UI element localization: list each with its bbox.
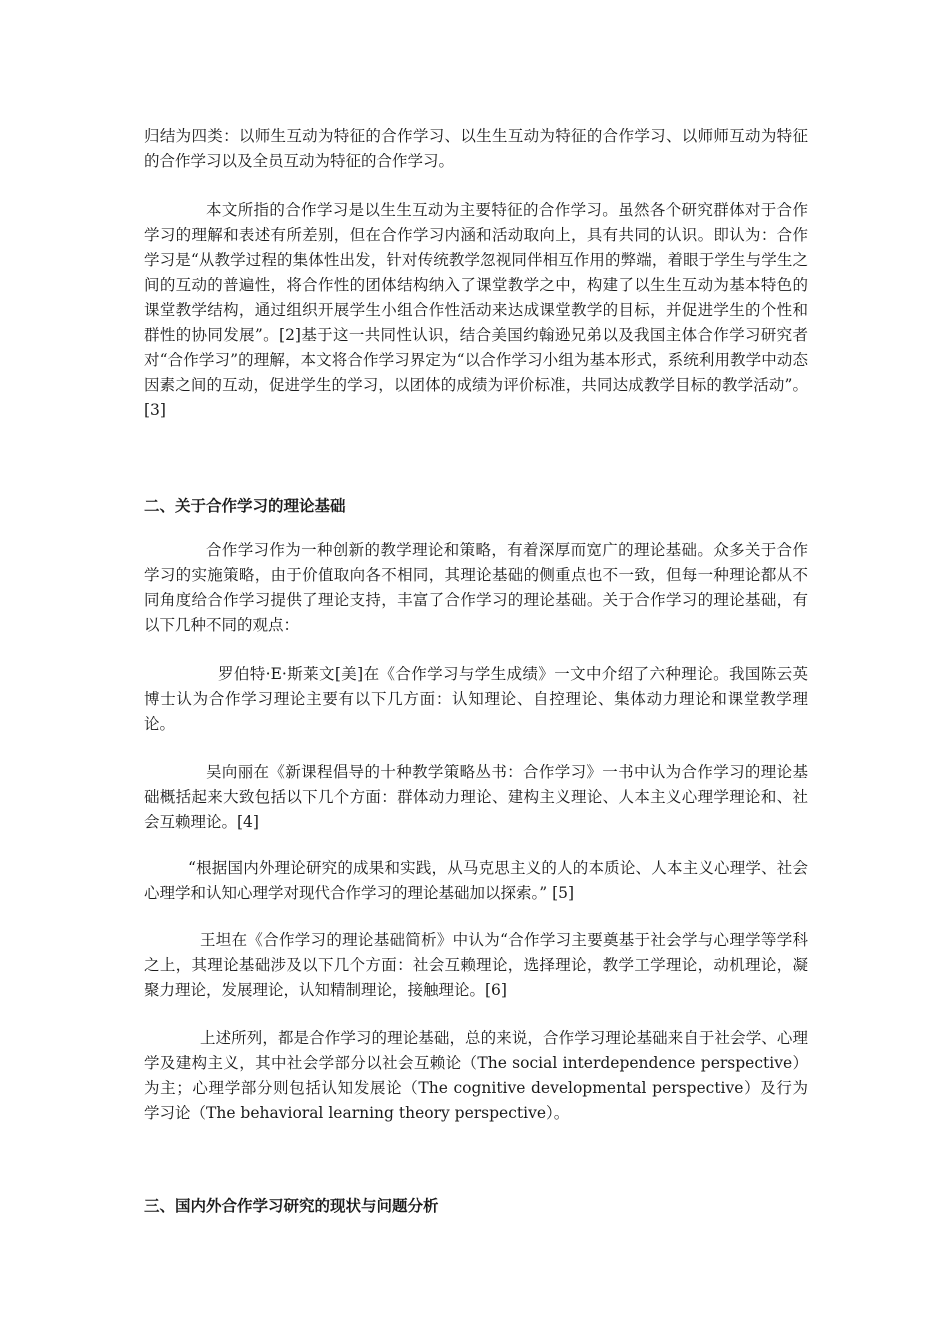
section-heading-research-status: 三、国内外合作学习研究的现状与问题分析 bbox=[144, 1197, 439, 1215]
paragraph-definition: 本文所指的合作学习是以生生互动为主要特征的合作学习。虽然各个研究群体对于合作学习的理解和表述有所差别，但在合作学习内涵和活动取向上，具有共同的认识。即认为：合作学习是“从教学过程的集体性出发，针对传统教学忽视同伴相互作用的弊端，着眼于学生与学生之间的互动的普遍性，将合作性的团体结构纳入了课堂教学之中，构建了以生生互动为基本特色的课堂教学结构，通过组织开展学生小组合作性活动来达成课堂教学的目标，并促进学生的个性和群性的协同发展”。[2]基于这一共同性认识，结合美国约翰逊兄弟以及我国主体合作学习研究者对“合作学习”的理解，本文将合作学习界定为“以合作学习小组为基本形式，系统利用教学中动态因素之间的互动，促进学生的学习，以团体的成绩为评价标准，共同达成教学目标的教学活动”。[3] bbox=[144, 201, 808, 419]
paragraph-wu-xiangli: 吴向丽在《新课程倡导的十种教学策略丛书：合作学习》一书中认为合作学习的理论基础概括起来大致包括以下几个方面：群体动力理论、建构主义理论、人本主义心理学理论和、社会互赖理论。[4] bbox=[144, 763, 808, 831]
paragraph-classification: 归结为四类：以师生互动为特征的合作学习、以生生互动为特征的合作学习、以师师互动为特征的合作学习以及全员互动为特征的合作学习。 bbox=[144, 127, 808, 170]
paragraph-slavin: 罗伯特·E·斯莱文[美]在《合作学习与学生成绩》一文中介绍了六种理论。我国陈云英博士认为合作学习理论主要有以下几方面：认知理论、自控理论、集体动力理论和课堂教学理论。 bbox=[144, 665, 808, 733]
section-heading-theoretical-basis: 二、关于合作学习的理论基础 bbox=[144, 497, 346, 515]
paragraph-summary: 上述所列，都是合作学习的理论基础，总的来说，合作学习理论基础来自于社会学、心理学及建构主义，其中社会学部分以社会互赖论（The social interdependence perspective）为主；心理学部分则包括认知发展论（The cognitive developmental perspective）及行为学习论（The behavioral learning theory perspective）。 bbox=[144, 1029, 808, 1122]
paragraph-theory-intro: 合作学习作为一种创新的教学理论和策略，有着深厚而宽广的理论基础。众多关于合作学习的实施策略，由于价值取向各不相同，其理论基础的侧重点也不一致，但每一种理论都从不同角度给合作学习提供了理论支持，丰富了合作学习的理论基础。关于合作学习的理论基础，有以下几种不同的观点： bbox=[144, 541, 808, 634]
paragraph-marxist-view: “根据国内外理论研究的成果和实践，从马克思主义的人的本质论、人本主义心理学、社会心理学和认知心理学对现代合作学习的理论基础加以探索。” [5] bbox=[144, 859, 808, 902]
paragraph-wang-tan: 王坦在《合作学习的理论基础简析》中认为“合作学习主要奠基于社会学与心理学等学科之上，其理论基础涉及以下几个方面：社会互赖理论，选择理论，教学工学理论，动机理论，凝聚力理论，发展理论，认知精制理论，接触理论。[6] bbox=[144, 931, 808, 999]
